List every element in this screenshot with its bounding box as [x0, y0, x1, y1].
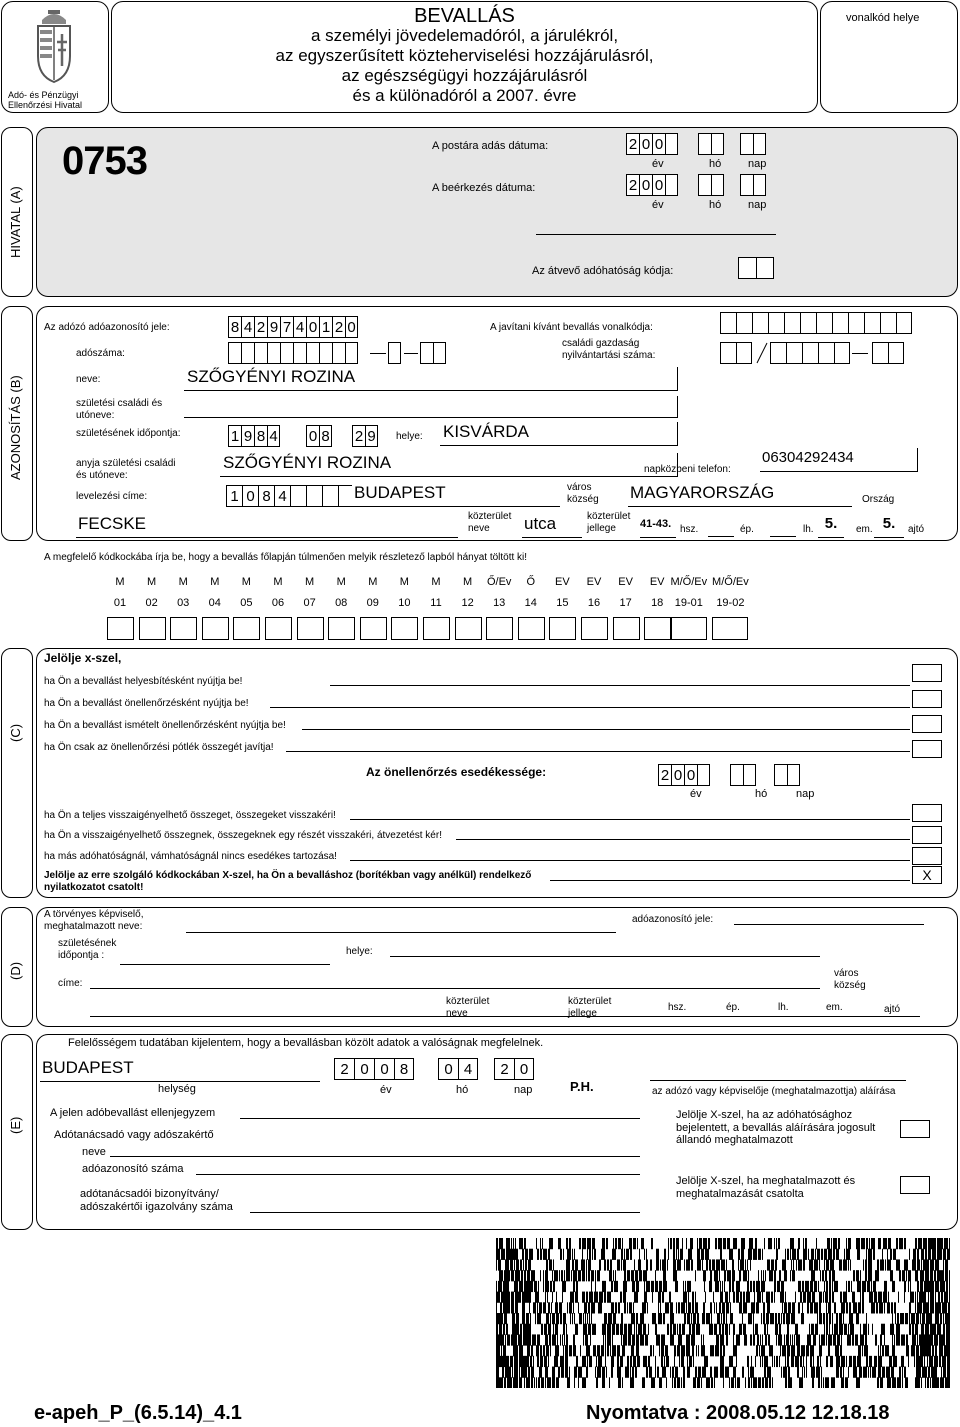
page-code-number: 11 [430, 597, 442, 609]
page-code-top: M/Ő/Ev [670, 576, 708, 588]
page-code-top: EV [649, 576, 665, 588]
page-count-box[interactable] [202, 617, 229, 640]
birthname-field[interactable] [184, 396, 678, 418]
stamp-label: P.H. [570, 1079, 594, 1094]
rep-place-field[interactable] [390, 956, 820, 957]
birthdate-day[interactable]: 2 9 [352, 425, 378, 447]
page-count-box[interactable] [549, 617, 576, 640]
coat-of-arms-icon [28, 6, 80, 86]
phone-label: napközbeni telefon: [644, 464, 731, 475]
authority-code-boxes[interactable] [738, 257, 774, 279]
taxnum-label: adószáma: [76, 348, 125, 359]
rep-birth-label: születésének időpontja : [58, 938, 117, 961]
due-date-month[interactable] [730, 764, 756, 786]
posted-year[interactable]: 2 0 0 [626, 133, 678, 155]
em-label: em. [856, 524, 873, 535]
declaration-text: Felelősségem tudatában kijelentem, hogy a bevallásban közölt adatok a valóságnak megfelelnek. [68, 1037, 544, 1049]
rep-hsz-label: hsz. [668, 1002, 687, 1013]
page-code-top: M [273, 576, 283, 588]
no-debt-line [350, 860, 910, 861]
authority-code-label: Az átvevő adóhatóság kódja: [532, 265, 674, 277]
page-code-top: Ő/Ev [486, 576, 512, 588]
barcode-place-label: vonalkód helye [846, 12, 920, 24]
rep-city-label: város község [834, 968, 866, 991]
refund-full-line [350, 819, 910, 820]
page-code-top: EV [586, 576, 602, 588]
street-name-label: közterület neve [468, 511, 512, 534]
mark-title: Jelölje x-szel, [44, 651, 122, 665]
staircase-field[interactable] [770, 536, 796, 537]
page-count-box[interactable] [328, 617, 355, 640]
street-name-field[interactable]: FECSKE [76, 514, 458, 538]
birthdate-label: születésének időpontja: [76, 428, 181, 439]
page-count-box[interactable] [233, 617, 260, 640]
hsz-label: hsz. [680, 524, 699, 535]
page-count-box[interactable] [518, 617, 545, 640]
taxnum-boxes-end[interactable] [420, 342, 446, 364]
section-c-label: (C) [8, 723, 23, 742]
farm-registry-label: családi gazdaság nyilvántartási száma: [562, 338, 656, 361]
no-debt-label: ha más adóhatóságnál, vámhatóságnál nincs esedékes tartozása! [44, 851, 337, 862]
section-e-label: (E) [8, 1116, 23, 1134]
page-code-number: 16 [587, 597, 601, 609]
consent-line [550, 880, 910, 881]
received-ho-label: hó [709, 199, 722, 211]
signature-date-month[interactable]: 0 4 [438, 1058, 478, 1080]
taxnum-dash [370, 353, 386, 354]
page-count-box[interactable] [297, 617, 324, 640]
due-ev-label: év [690, 788, 702, 800]
form-title [111, 6, 818, 106]
received-signature-line[interactable] [536, 234, 776, 235]
page-code-number: 13 [493, 597, 506, 609]
option-surcharge-label: ha Ön csak az önellenőrzési pótlék összegét javítja! [44, 742, 274, 753]
page-code-number: 06 [271, 597, 285, 609]
signature-date-day[interactable]: 2 0 [494, 1058, 534, 1080]
due-date-label: Az önellenőrzés esedékessége: [366, 765, 547, 779]
page-count-box[interactable] [360, 617, 387, 640]
title-line: és a különadóról a 2007. évre [352, 86, 577, 105]
option-correction-checkbox[interactable] [912, 664, 942, 682]
rep-address-field[interactable] [90, 988, 820, 989]
due-date-year[interactable]: 2 0 0 [658, 764, 710, 786]
rep-em-label: em. [826, 1002, 843, 1013]
section-a-label: HIVATAL (A) [8, 186, 23, 258]
phone-field[interactable]: 06304292434 [760, 448, 918, 472]
page-code-number: 03 [177, 597, 190, 609]
refund-full-checkbox[interactable] [912, 804, 942, 822]
option-repeat-revision-label: ha Ön a bevallást ismételt önellenőrzésként nyújtja be! [44, 720, 286, 731]
page-code-number: 02 [145, 597, 158, 609]
section-d-label: (D) [8, 961, 23, 980]
received-day[interactable] [740, 174, 766, 196]
taxnum-dash [404, 353, 418, 354]
posted-month[interactable] [698, 133, 724, 155]
refund-partial-label: ha Ön a visszaigényelhető összegnek, összegeknek egy részét visszakéri, átvezetést kér! [44, 830, 442, 841]
refund-partial-line [456, 839, 910, 840]
received-date-label: A beérkezés dátuma: [432, 182, 536, 194]
page-count-box[interactable] [613, 617, 640, 640]
rep-street-name-label: közterület neve [446, 996, 490, 1019]
city-field[interactable]: BUDAPEST [352, 483, 560, 507]
page-code-number: 19-02 [716, 597, 745, 609]
page-count-box[interactable] [712, 617, 748, 640]
posted-date-label: A postára adás dátuma: [432, 140, 549, 152]
countersign-line[interactable] [240, 1118, 640, 1119]
option-surcharge-checkbox[interactable] [912, 740, 942, 758]
page-code-top: M [463, 576, 473, 588]
form-code: e-apeh_P_(6.5.14)_4.1 [34, 1402, 242, 1424]
address-label: levelezési címe: [76, 491, 148, 502]
house-number-field[interactable]: 41-43. [640, 514, 676, 538]
title-line: az egészségügyi hozzájárulásról [341, 66, 588, 85]
received-nap-label: nap [748, 199, 767, 211]
rep-lh-label: lh. [778, 1002, 789, 1013]
advisor-label: Adótanácsadó vagy adószakértő [54, 1129, 214, 1141]
advisor-cert-label-2: adószakértői igazolvány száma [80, 1201, 233, 1213]
posted-ho-label: hó [709, 158, 722, 170]
agency-name-line1: Adó- és Pénzügyi [8, 90, 79, 100]
page-count-box[interactable] [107, 617, 134, 640]
page-code-top: M [241, 576, 251, 588]
taxid-label: Az adózó adóazonosító jele: [44, 322, 170, 333]
rep-street-line[interactable] [90, 1016, 920, 1017]
page-code-number: 12 [461, 597, 474, 609]
page-code-number: 18 [651, 597, 664, 609]
option-repeat-revision-line [302, 729, 910, 730]
title-line: a személyi jövedelemadóról, a járulékról, [310, 26, 619, 45]
advisor-name-field[interactable] [110, 1156, 640, 1157]
consent-label: Jelölje az erre szolgáló kódkockában X-szel, ha Ön a bevalláshoz (borítékban vagy anélkül) rendelkező nyilatkozatot csatolt! [44, 870, 532, 893]
farm-registry-c[interactable] [872, 342, 904, 364]
taxnum-boxes-mid[interactable] [388, 342, 401, 364]
page-code-number: 14 [524, 597, 537, 609]
taxid-digits[interactable]: 8 4 2 9 7 4 0 1 2 0 [228, 316, 358, 338]
slash-separator-icon [755, 342, 769, 364]
agency-name-line2: Ellenőrzési Hivatal [8, 100, 83, 110]
consent-checkbox[interactable]: X [912, 866, 942, 884]
section-c-label-panel [1, 648, 33, 898]
birthname-label: születési családi és utóneve: [76, 398, 163, 421]
received-year[interactable]: 2 0 0 [626, 174, 678, 196]
attached-proxy-checkbox[interactable] [900, 1176, 930, 1194]
name-label: neve: [76, 374, 101, 385]
page-count-box[interactable] [423, 617, 450, 640]
birthdate-year[interactable]: 1 9 8 4 [228, 425, 280, 447]
birthdate-month[interactable]: 0 8 [306, 425, 332, 447]
ajto-label: ajtó [908, 524, 925, 535]
correction-barcode-label: A javítani kívánt bevallás vonalkódja: [490, 322, 653, 333]
signature-label: az adózó vagy képviselője (meghatalmazottja) aláírása [652, 1086, 896, 1097]
print-timestamp: Nyomtatva : 2008.05.12 12.18.18 [586, 1402, 890, 1424]
page-code-top: M [431, 576, 441, 588]
permanent-proxy-checkbox[interactable] [900, 1120, 930, 1138]
page-code-top: M [115, 576, 125, 588]
advisor-taxid-label: adóazonosító száma [82, 1163, 184, 1175]
ep-label: ép. [740, 524, 754, 535]
signature-line[interactable] [650, 1080, 906, 1081]
page-code-number: 10 [398, 597, 411, 609]
taxnum-boxes-main[interactable] [228, 342, 358, 364]
option-correction-label: ha Ön a bevallást helyesbítésként nyújtja be! [44, 676, 243, 687]
page-code-top: M [336, 576, 346, 588]
country-field[interactable]: MAGYARORSZÁG [628, 483, 852, 507]
form-number: 0753 [62, 139, 147, 183]
advisor-cert-field[interactable] [250, 1212, 640, 1213]
signature-ho-label: hó [456, 1084, 469, 1096]
page-count-box[interactable] [644, 617, 671, 640]
page-count-box[interactable] [486, 617, 513, 640]
page-count-box[interactable] [265, 617, 292, 640]
section-b-label: AZONOSÍTÁS (B) [8, 375, 23, 480]
correction-barcode-boxes[interactable] [720, 312, 912, 334]
page-code-number: 19-01 [674, 597, 703, 609]
rep-address-label: címe: [58, 978, 83, 989]
name-field[interactable]: SZŐGYÉNYI ROZINA [184, 367, 678, 391]
farm-registry-a[interactable] [720, 342, 752, 364]
page-code-top: EV [555, 576, 570, 588]
birthplace-field[interactable]: KISVÁRDA [440, 422, 678, 446]
advisor-name-label: neve [82, 1146, 106, 1158]
page-code-top: M [210, 576, 220, 588]
rep-place-label: helye: [346, 946, 373, 957]
page-count-instruction: A megfelelő kódkockába írja be, hogy a bevallás főlapján túlmenően melyik részletező lapból hányat töltött ki! [44, 552, 528, 563]
rep-name-label: A törvényes képviselő, meghatalmazott neve: [44, 909, 144, 932]
signature-ev-label: év [380, 1084, 392, 1096]
posted-ev-label: év [652, 158, 664, 170]
signature-place-field[interactable]: BUDAPEST [40, 1058, 320, 1082]
advisor-taxid-field[interactable] [196, 1174, 640, 1175]
street-type-label: közterület jellege [587, 511, 631, 534]
page-code-top: EV [618, 576, 633, 588]
page-count-box[interactable] [170, 617, 197, 640]
page-code-top: M [305, 576, 315, 588]
farm-registry-b[interactable] [770, 342, 850, 364]
street-type-field[interactable]: utca [522, 514, 582, 538]
page-code-number: 01 [113, 597, 127, 609]
mother-name-label: anyja születési családi és utóneve: [76, 458, 176, 481]
option-self-revision-checkbox[interactable] [912, 690, 942, 708]
option-surcharge-line [286, 751, 910, 752]
floor-field[interactable]: 5. [818, 514, 844, 538]
refund-full-label: ha Ön a teljes visszaigényelhető összeget, összegeket visszakéri! [44, 810, 336, 821]
rep-birth-field[interactable] [120, 964, 330, 965]
posted-day[interactable] [740, 133, 766, 155]
due-ho-label: hó [755, 788, 768, 800]
option-self-revision-line [270, 707, 910, 708]
signature-nap-label: nap [514, 1084, 533, 1096]
attached-proxy-label: Jelölje X-szel, ha meghatalmazott és meghatalmazását csatolta [676, 1175, 856, 1200]
signature-place-label: helység [158, 1083, 196, 1095]
page-count-box[interactable] [455, 617, 482, 640]
page-code-number: 17 [619, 597, 632, 609]
title-line: az egyszerűsített közteherviselési hozzájárulásról, [275, 46, 654, 65]
birthplace-label: helye: [396, 431, 423, 442]
no-debt-checkbox[interactable] [912, 847, 942, 865]
page-code-top: M [399, 576, 409, 588]
rep-ep-label: ép. [726, 1002, 740, 1013]
due-nap-label: nap [796, 788, 815, 800]
title-line: BEVALLÁS [414, 5, 515, 27]
pdf417-barcode [496, 1238, 950, 1388]
option-correction-line [330, 685, 910, 686]
rep-taxid-label: adóazonosító jele: [632, 914, 714, 925]
due-date-day[interactable] [774, 764, 800, 786]
lh-label: lh. [803, 524, 814, 535]
city-label: város község [567, 482, 599, 505]
page-code-number: 04 [208, 597, 221, 609]
mother-name-field[interactable]: SZŐGYÉNYI ROZINA [220, 453, 678, 477]
option-self-revision-label: ha Ön a bevallást önellenőrzésként nyújtja be! [44, 698, 249, 709]
page-count-box[interactable] [581, 617, 608, 640]
building-field[interactable] [708, 536, 734, 537]
page-code-number: 09 [366, 597, 379, 609]
received-month[interactable] [698, 174, 724, 196]
page-code-top: M [147, 576, 157, 588]
page-code-number: 08 [335, 597, 348, 609]
permanent-proxy-label: Jelölje X-szel, ha az adóhatósághoz bejelentett, a bevallás aláírására jogosult állandó meghatalmazott [676, 1109, 876, 1147]
page-code-top: Ő [526, 576, 536, 588]
page-code-top: M/Ő/Ev [712, 576, 749, 588]
countersign-label: A jelen adóbevallást ellenjegyzem [50, 1107, 216, 1119]
country-label: Ország [862, 494, 895, 505]
farm-dash [852, 353, 868, 354]
page-code-top: M [368, 576, 378, 588]
page-code-number: 05 [240, 597, 253, 609]
advisor-cert-label: adótanácsadói bizonyítvány/ [80, 1188, 219, 1200]
posted-nap-label: nap [748, 158, 767, 170]
page-count-box[interactable] [671, 617, 707, 640]
page-code-number: 15 [556, 597, 569, 609]
page-count-box[interactable] [139, 617, 166, 640]
option-repeat-revision-checkbox[interactable] [912, 715, 942, 733]
received-ev-label: év [652, 199, 664, 211]
refund-partial-checkbox[interactable] [912, 826, 942, 844]
page-code-number: 07 [303, 597, 316, 609]
rep-name-field[interactable] [186, 932, 616, 933]
rep-street-type-label: közterület jellege [568, 996, 612, 1019]
door-field[interactable]: 5. [874, 514, 904, 538]
signature-date-year[interactable]: 2 0 0 8 [334, 1058, 414, 1080]
zip-code[interactable]: 1 0 8 4 [226, 485, 354, 507]
rep-taxid-field[interactable] [734, 924, 924, 925]
rep-ajto-label: ajtó [884, 1004, 901, 1015]
page-count-box[interactable] [391, 617, 418, 640]
page-code-top: M [178, 576, 188, 588]
